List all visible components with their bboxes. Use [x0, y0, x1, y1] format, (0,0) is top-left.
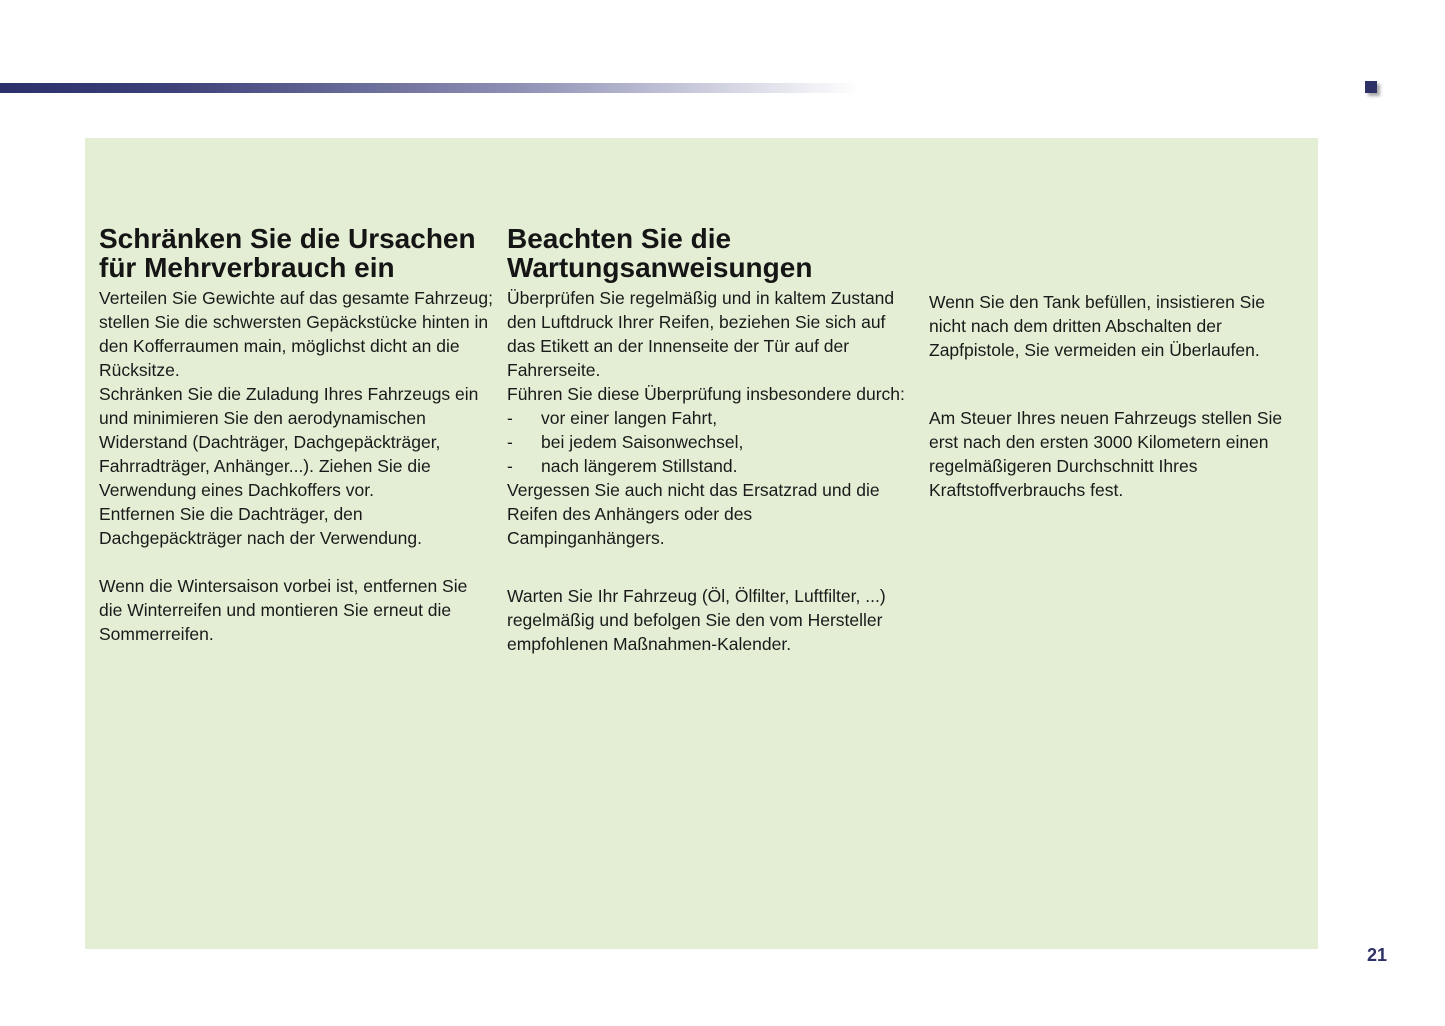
corner-square-icon — [1365, 81, 1377, 93]
page-number: 21 — [1367, 945, 1388, 965]
section-heading-maintenance: Beachten Sie die Wartungsanweisungen — [507, 223, 813, 283]
list-item: - bei jedem Saisonwechsel, — [507, 430, 907, 454]
paragraph: Führen Sie diese Überprüfung insbesondere durch: — [507, 384, 905, 404]
section-body — [929, 290, 1299, 502]
paragraph: Entfernen Sie die Dachträger, den Dachgepäckträger nach der Verwendung. — [99, 504, 422, 548]
section-body — [99, 286, 494, 646]
checklist — [507, 406, 907, 478]
paragraph: Warten Sie Ihr Fahrzeug (Öl, Ölfilter, Luftfilter, ...) regelmäßig und befolgen Sie den vom Hersteller empfohlenen Maßnahmen-Kalender. — [507, 586, 886, 654]
column-maintenance — [507, 224, 907, 656]
paragraph: Schränken Sie die Zuladung Ihres Fahrzeugs ein und minimieren Sie den aerodynamischen Widerstand (Dachträger, Dachgepäckträger, Fahrradträger, Anhänger...). Ziehen Sie die Verwendung eines Dachkoffers vor. — [99, 384, 479, 500]
paragraph: Überprüfen Sie regelmäßig und in kaltem Zustand den Luftdruck Ihrer Reifen, beziehen Sie sich auf das Etikett an der Innenseite der Tür auf der Fahrerseite. — [507, 288, 895, 380]
column-fuel-tips — [929, 286, 1299, 502]
paragraph: Verteilen Sie Gewichte auf das gesamte Fahrzeug; stellen Sie die schwersten Gepäckstücke hinten in den Kofferraumen main, möglichst dicht an die Rücksitze. — [99, 288, 493, 380]
paragraph: Am Steuer Ihres neuen Fahrzeugs stellen Sie erst nach den ersten 3000 Kilometern einen regelmäßigeren Durchschnitt Ihres Kraftstoffverbrauchs fest. — [929, 408, 1283, 500]
header-gradient-bar — [0, 83, 860, 93]
paragraph: Wenn Sie den Tank befüllen, insistieren Sie nicht nach dem dritten Abschalten der Zapfpistole, Sie vermeiden ein Überlaufen. — [929, 292, 1265, 360]
list-item: - nach längerem Stillstand. — [507, 454, 907, 478]
section-heading-reduce-consumption: Schränken Sie die Ursachen für Mehrverbrauch ein — [99, 223, 476, 283]
paragraph: Wenn die Wintersaison vorbei ist, entfernen Sie die Winterreifen und montieren Sie erneut die Sommerreifen. — [99, 576, 468, 644]
section-body — [507, 286, 907, 656]
column-reduce-consumption — [99, 224, 494, 646]
paragraph: Vergessen Sie auch nicht das Ersatzrad und die Reifen des Anhängers oder des Campinganhängers. — [507, 480, 880, 548]
content-panel — [85, 138, 1318, 949]
list-item: - vor einer langen Fahrt, — [507, 406, 907, 430]
